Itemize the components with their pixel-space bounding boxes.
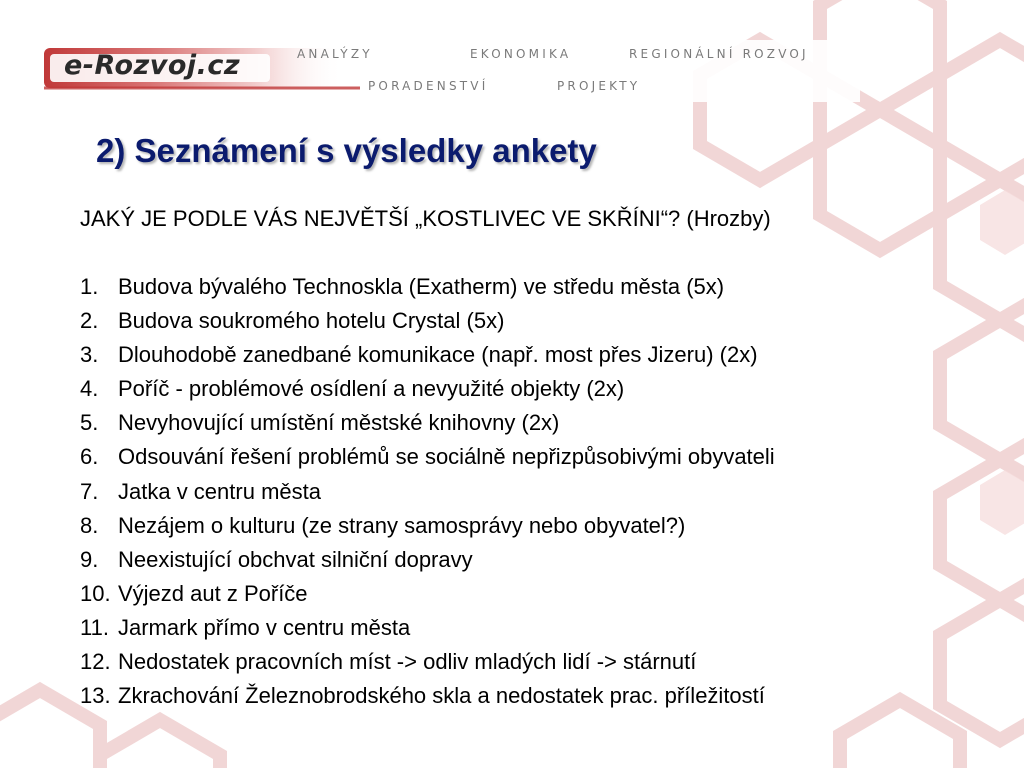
slide-title: 2) Seznámení s výsledky ankety <box>96 132 597 169</box>
nav-projekty[interactable]: PROJEKTY <box>557 79 641 93</box>
list-item-number: 1. <box>80 274 99 299</box>
list-item <box>80 342 1000 376</box>
list-item-number: 13. <box>80 683 111 709</box>
site-logo[interactable]: e-Rozvoj.cz <box>64 50 241 81</box>
list-item-number: 11. <box>80 614 109 640</box>
list-item-number: 2. <box>80 308 99 334</box>
list-item-text: Dlouhodobě zanedbané komunikace (např. most přes Jizeru) (2x) <box>118 342 758 368</box>
list-item-number: 6. <box>80 444 99 470</box>
list-item-number: 12. <box>80 649 111 675</box>
list-item <box>80 274 1000 308</box>
nav-analyzy[interactable]: ANALÝZY <box>297 47 373 61</box>
list-item-text: Neexistující obchvat silniční dopravy <box>118 546 473 572</box>
list-item <box>80 649 1000 683</box>
list-item-text: Jarmark přímo v centru města <box>118 614 411 640</box>
list-item-text: Nevyhovující umístění městské knihovny (2x) <box>118 410 560 436</box>
list-item <box>80 444 1000 478</box>
list-item-text: Budova soukromého hotelu Crystal (5x) <box>118 308 505 334</box>
list-item <box>80 513 1000 547</box>
list-item-text: Nedostatek pracovních míst -> odliv mladých lidí -> stárnutí <box>118 649 697 675</box>
list-item <box>80 376 1000 410</box>
list-item-number: 9. <box>80 546 99 572</box>
nav-poradenstvi[interactable]: PORADENSTVÍ <box>368 79 489 93</box>
threats-list <box>80 274 1000 717</box>
list-item-text: Jatka v centru města <box>118 478 321 504</box>
list-item-number: 7. <box>80 478 99 504</box>
list-item <box>80 479 1000 513</box>
list-item-number: 3. <box>80 342 99 368</box>
list-item <box>80 308 1000 342</box>
survey-question: JAKÝ JE PODLE VÁS NEJVĚTŠÍ „KOSTLIVEC VE SKŘÍNI“? (Hrozby) <box>80 206 771 231</box>
list-item-text: Odsouvání řešení problémů se sociálně nepřizpůsobivými obyvateli <box>118 444 775 470</box>
list-item <box>80 683 1000 717</box>
list-item-text: Výjezd aut z Poříče <box>118 580 308 606</box>
list-item-number: 5. <box>80 410 99 436</box>
list-item <box>80 410 1000 444</box>
list-item-text: Nezájem o kulturu (ze strany samosprávy nebo obyvatel?) <box>118 512 686 538</box>
list-item-text: Zkrachování Železnobrodského skla a nedostatek prac. příležitostí <box>118 683 765 709</box>
list-item <box>80 615 1000 649</box>
list-item-number: 10. <box>80 580 111 606</box>
list-item <box>80 547 1000 581</box>
list-item-number: 8. <box>80 512 99 538</box>
list-item-number: 4. <box>80 376 99 402</box>
nav-ekonomika[interactable]: EKONOMIKA <box>470 47 572 61</box>
list-item <box>80 581 1000 615</box>
list-item-text: Budova bývalého Technoskla (Exatherm) ve středu města (5x) <box>118 274 725 299</box>
nav-regionalni-rozvoj[interactable]: REGIONÁLNÍ ROZVOJ <box>629 47 809 61</box>
list-item-text: Poříč - problémové osídlení a nevyužité objekty (2x) <box>118 376 625 402</box>
